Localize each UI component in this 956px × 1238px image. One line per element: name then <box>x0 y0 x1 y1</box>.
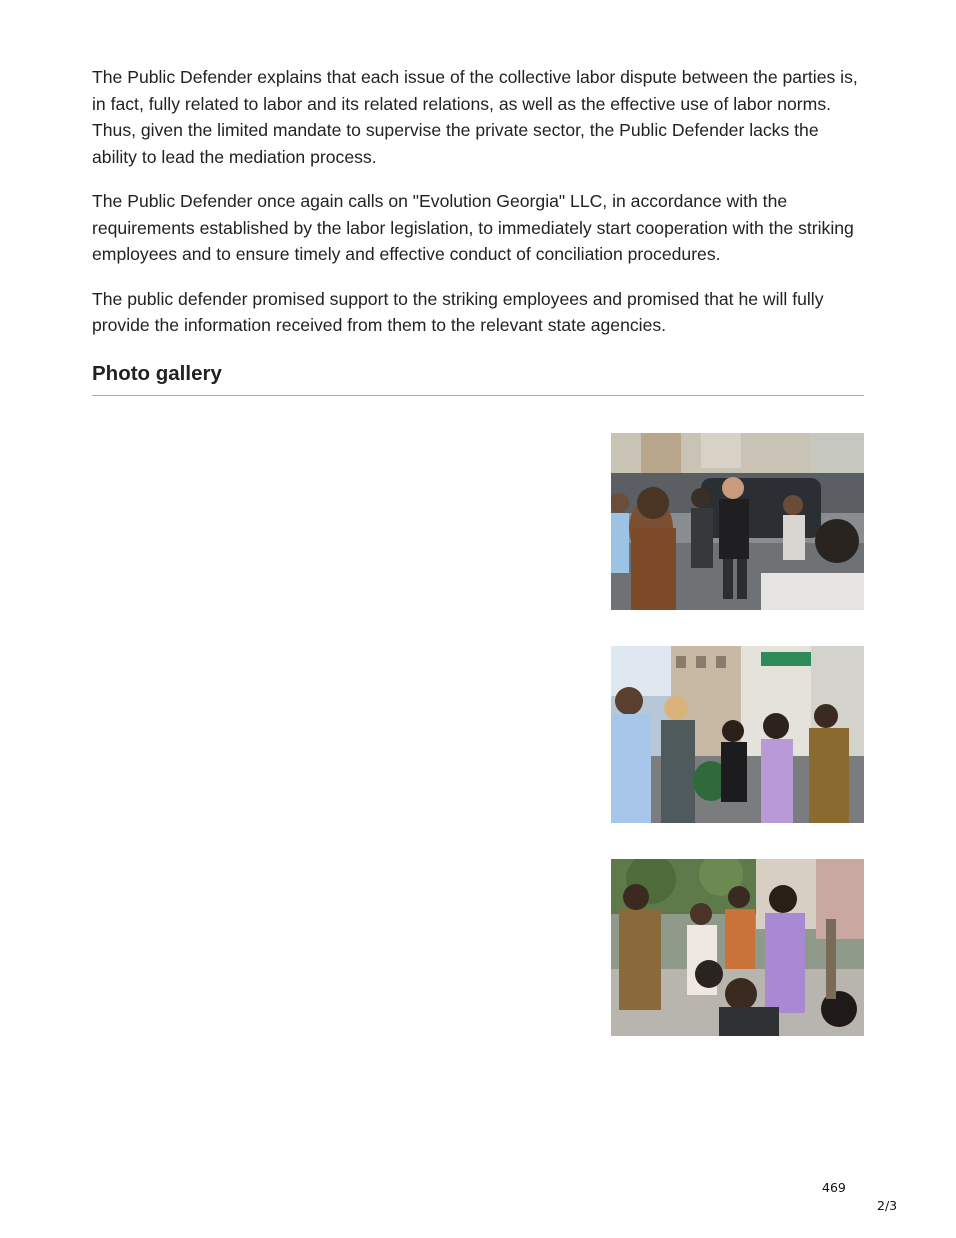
section-divider <box>92 395 864 396</box>
gallery-photo-2[interactable] <box>611 646 864 823</box>
gallery-photo-1[interactable] <box>611 433 864 610</box>
photo-gallery-heading: Photo gallery <box>92 361 222 385</box>
paragraph-call-on-company: The Public Defender once again calls on "Evolution Georgia" LLC, in accordance with the requirements established by the labor legislation, to immediately start cooperation with the striking employees and to ensure timely and effective conduct of conciliation procedures. <box>92 191 854 264</box>
paragraph-mediation: The Public Defender explains that each issue of the collective labor dispute between the parties is, in fact, fully related to labor and its related relations, as well as the effective use of labor norms. Thus, given the limited mandate to supervise the private sector, the Public Defender lacks the ability to lead the mediation process. <box>92 67 858 167</box>
page-count: 2/3 <box>877 1198 898 1213</box>
page-number: 469 <box>822 1180 846 1195</box>
paragraph-support-promise: The public defender promised support to the striking employees and promised that he will fully provide the information received from them to the relevant state agencies. <box>92 288 824 335</box>
article-body <box>92 64 864 396</box>
gallery-photo-3[interactable] <box>611 859 864 1036</box>
